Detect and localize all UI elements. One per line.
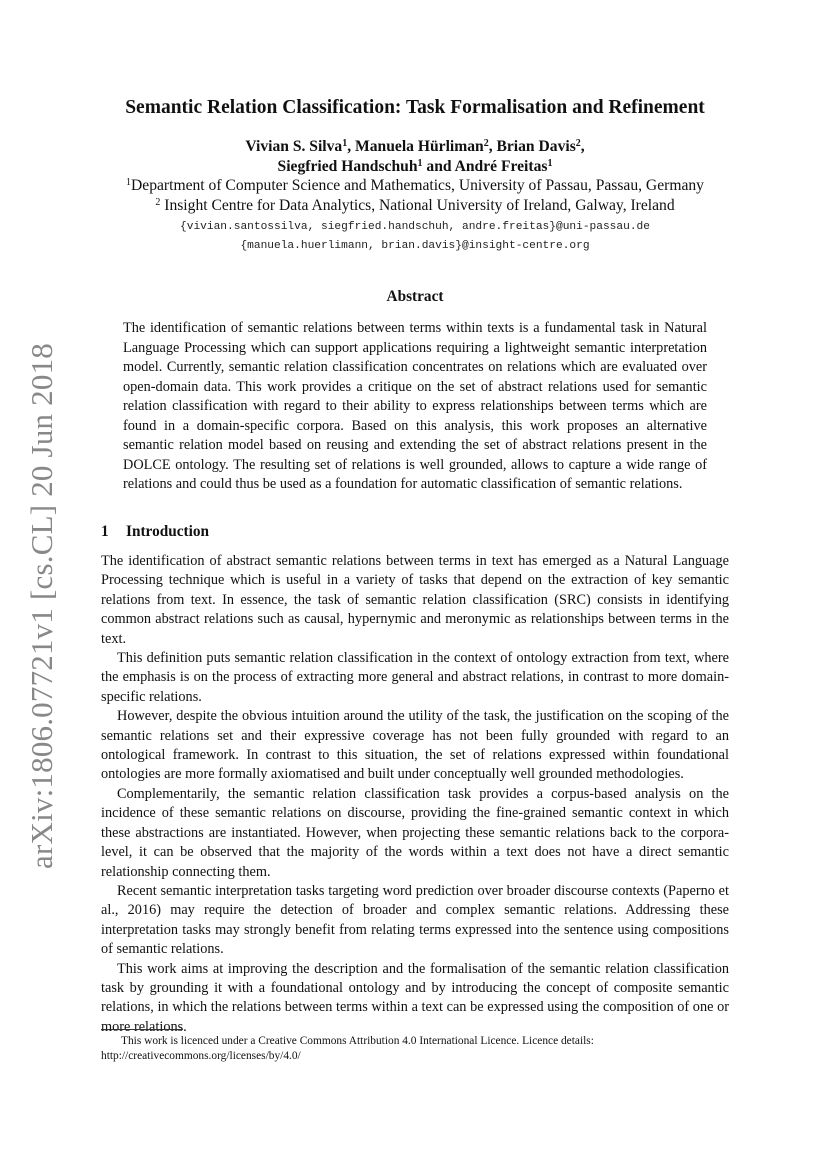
author-affil-mark: 1	[417, 158, 423, 169]
body-paragraph: The identification of abstract semantic relations between terms in text has emerged as a Natural Language Processing technique which is useful in a variety of tasks that depend on the extraction of key semantic relations from text. In essence, the task of semantic relation classification (SRC) consists in identifying common abstract relations such as causal, hypernymic and meronymic as relationships between terms in the text.	[101, 553, 729, 647]
license-link[interactable]: http://creativecommons.org/licenses/by/4.0/	[101, 1050, 301, 1062]
affiliation-mark: 1	[126, 177, 132, 188]
author-affil-mark: 1	[342, 138, 348, 149]
license-footnote	[101, 1034, 729, 1064]
author-affil-mark: 2	[575, 138, 581, 149]
footnote-rule	[101, 1029, 183, 1030]
author-list: Vivian S. Silva$^1$, Manuela Hürliman$^2$, Brian Davis$^2$, Siegfried Handschuh$^1$ and André Freitas$^1$	[245, 138, 585, 175]
author-name: André Freitas	[454, 158, 548, 175]
abstract-text: The identification of semantic relations between terms within texts is a fundamental task in Natural Language Processing which can support applications requiring a lightweight semantic interpretation model. Currently, semantic relation classification concentrates on relations which are evaluated over open-domain data. This work provides a critique on the set of abstract relations used for semantic relation classification with regard to their ability to express relationships between terms which are found in a domain-specific corpora. Based on this analysis, this work proposes an alternative semantic relation model based on reusing and extending the set of abstract relations present in the DOLCE ontology. The resulting set of relations is well grounded, allows to capture a wide range of relations and could thus be used as a foundation for automatic classification of semantic relations.	[123, 320, 707, 492]
affiliation-line	[60, 176, 770, 196]
section-body	[101, 552, 729, 1037]
affiliation-text: Department of Computer Science and Mathematics, University of Passau, Passau, Germany	[131, 177, 704, 194]
section-heading	[101, 523, 209, 541]
body-paragraph: This work aims at improving the description and the formalisation of the semantic relation classification task by grounding it with a foundational ontology and by introducing the concept of composite semantic relations, in which the relations between terms within a text can be expressed using the composition of one or more relations.	[101, 960, 729, 1035]
author-affil-mark: 1	[547, 158, 553, 169]
email-line: {vivian.santossilva, siegfried.handschuh, andre.freitas}@uni-passau.de	[180, 221, 650, 233]
email-block	[97, 218, 733, 256]
affiliations	[60, 176, 770, 216]
affiliation-text: Insight Centre for Data Analytics, National University of Ireland, Galway, Ireland	[164, 197, 675, 214]
paper-title: Semantic Relation Classification: Task Formalisation and Refinement	[125, 97, 705, 118]
abstract-heading: Abstract	[386, 288, 444, 305]
affiliation-line	[60, 196, 770, 216]
affiliation-mark: 2	[155, 197, 161, 208]
body-paragraph: However, despite the obvious intuition around the utility of the task, the justification on the scoping of the semantic relations set and their expressive coverage has not been fully grounded with regard to an ontological framework. In contrast to this situation, the set of relations expressed within foundational ontologies are more formally axiomatised and built under conceptually well grounded methodologies.	[101, 708, 729, 783]
body-paragraph: This definition puts semantic relation classification in the context of ontology extraction from text, where the emphasis is on the process of extracting more general and abstract relations, in contrast to more domain-specific relations.	[101, 650, 729, 705]
author-name: Brian Davis	[496, 138, 576, 155]
section-title: Introduction	[126, 523, 210, 540]
author-name: Siegfried Handschuh	[277, 158, 418, 175]
author-conjunction: and	[426, 158, 452, 175]
body-paragraph: Recent semantic interpretation tasks targeting word prediction over broader discourse contexts (Paperno et al., 2016) may require the detection of broader and complex semantic relations. Addressing these interpretation tasks may strongly benefit from relating terms expressed into the sentence using compositions of semantic relations.	[101, 882, 729, 958]
author-name: Manuela Hürliman	[355, 138, 484, 155]
body-paragraph: Complementarily, the semantic relation classification task provides a corpus-based analysis on the incidence of these semantic relations on discourse, providing the fine-grained semantic context in which these abstractions are instantiated. However, when projecting these semantic relations back to the corpora-level, it can be observed that the majority of the words within a text does not have a direct semantic relationship connecting them.	[101, 785, 729, 880]
author-affil-mark: 2	[483, 138, 489, 149]
section-number: 1	[101, 523, 109, 540]
email-line: {manuela.huerlimann, brian.davis}@insight-centre.org	[240, 240, 590, 252]
footnote-text: This work is licenced under a Creative Commons Attribution 4.0 International Licence. Licence details:	[121, 1035, 594, 1047]
arxiv-side-stamp: arXiv:1806.07721v1 [cs.CL] 20 Jun 2018	[24, 343, 59, 869]
author-name: Vivian S. Silva	[245, 138, 343, 155]
